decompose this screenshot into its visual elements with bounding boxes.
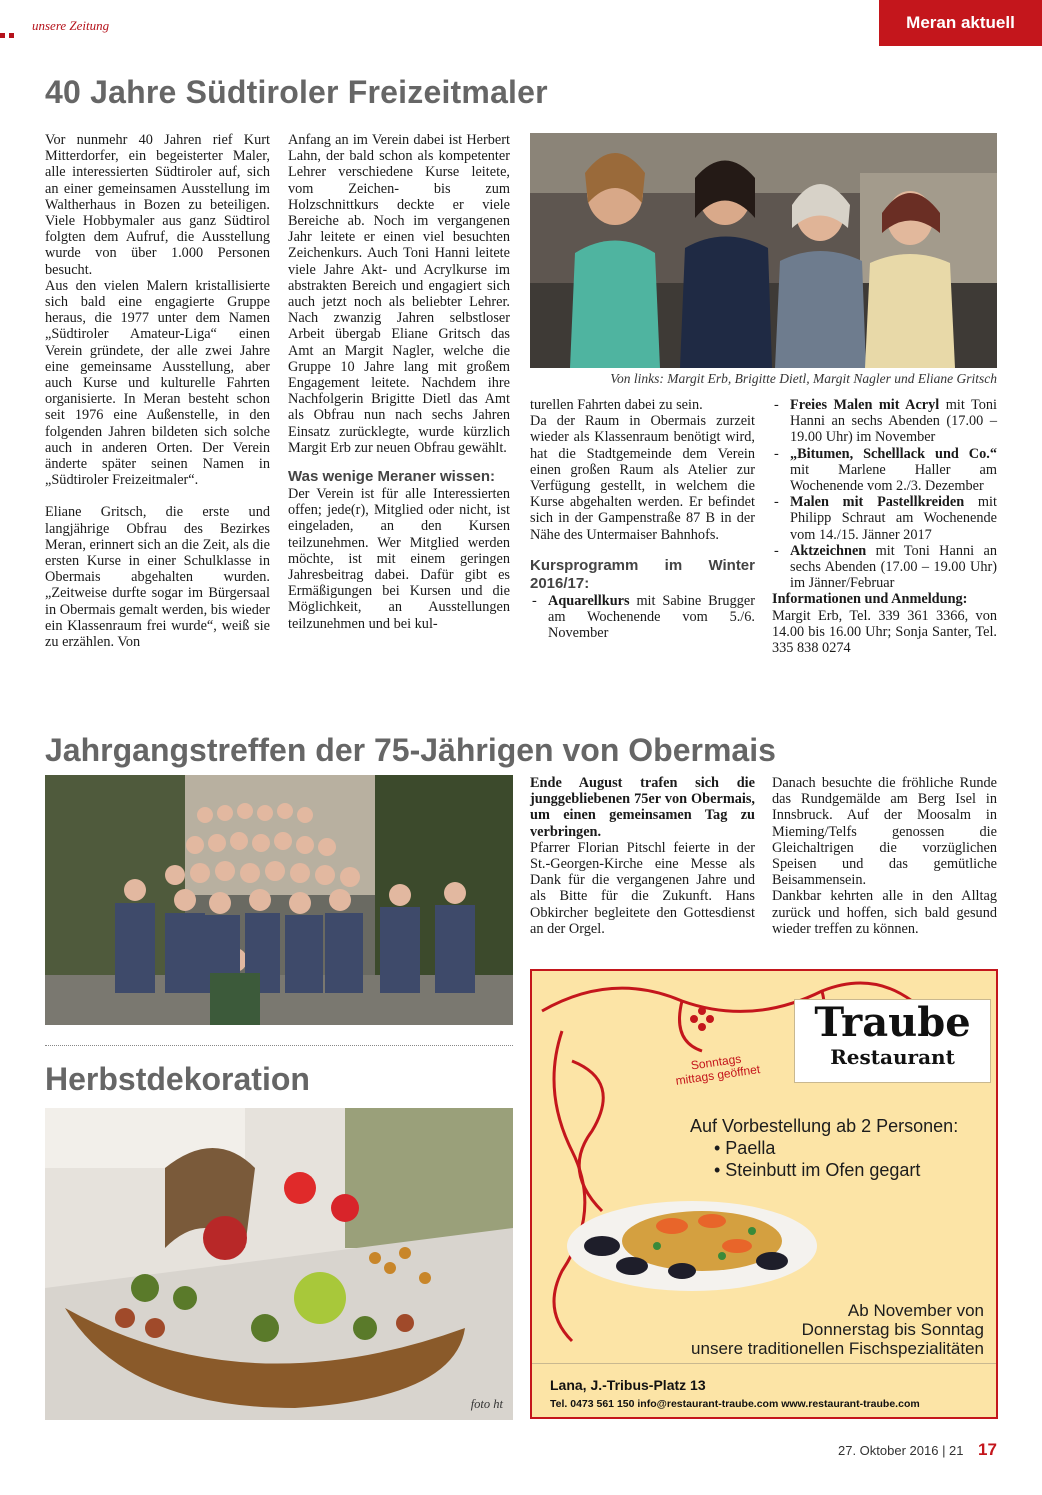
paragraph: Da der Raum in Obermais zurzeit wieder als Klassenraum benötigt wird, hat die Stadtgemeinde dem Verein einen großen Raum als Atelier zur Verfügung gestellt, in welchem die Kurse abgehalten werden. Er befindet sich in der Gampenstraße 87 B in der Nähe des Untermaiser Bahnhofs. [530,413,755,543]
course-text: mit Marlene Haller am Wochenende vom 2./3. Dezember [790,461,997,495]
article2-column-2 [772,775,997,937]
course-title: Aktzeichnen [790,542,867,559]
course-title: „Bitumen, Schelllack und Co.“ [790,445,997,462]
article1-headline: 40 Jahre Südtiroler Freizeitmaler [45,74,548,110]
paragraph: Eliane Gritsch, die erste und langjährige Obfrau des Bezirkes Meran, erinnert sich an die Zeit, als die ersten Kurse in einer Schulklasse in Obermais abgehalten wurden. „Zeitweise durfte sogar im Bürgersaal in Obermais gemalt werden, bis wieder ein Klassenraum frei wurde“, weiß sie zu erzählen. Von [45,504,270,651]
section-tab: Meran aktuell [879,0,1042,46]
women-photo-image [530,133,997,368]
course-title: Malen mit Pastellkreiden [790,494,965,511]
lead-paragraph: Ende August trafen sich die junggebliebenen 75er von Obermais, um einen gemeinsamen Tag zu verbringen. [530,775,755,840]
offer-title: Auf Vorbestellung ab 2 Personen: [690,1116,959,1136]
brand-sub: Restaurant [830,1045,955,1069]
brand-logo: Traube [814,999,971,1046]
course-text: mit Philipp Schraut am Wochenende vom 14./15. Jänner 2017 [790,494,997,543]
course-list [530,593,755,642]
group-photo-women [530,133,997,368]
article1-column-4 [772,397,997,656]
photo-credit: foto ht [470,1397,503,1411]
paragraph: Danach besuchte die fröhliche Runde das Rundgemälde am Berg Isel in Innsbruck. Auf der Moosalm in Mieming/Telfs genossen die Gleichaltrigen die vorzüglichen Speisen und das gemütliche Beisammensein. [772,775,997,889]
article2-column-1 [530,775,755,937]
article2-headline: Jahrgangstreffen der 75-Jährigen von Obermais [45,732,776,768]
promo-line: unsere traditionellen Fischspezialitäten [691,1339,984,1358]
paragraph: Vor nunmehr 40 Jahren rief Kurt Mitterdorfer, ein begeisterter Maler, alle interessierten Südtiroler auf, sich an einer gemeinsamen Ausstellung im Waltherhaus in Bozen zu beteiligen. Viele Hobbymaler aus ganz Südtirol folgten dem Aufruf, die Ausstellung wurde von über 1.000 Personen besucht. [45,132,270,278]
restaurant-advertisement [530,969,998,1419]
promo-line: Donnerstag bis Sonntag [801,1320,984,1339]
restaurant-contact: Tel. 0473 561 150 info@restaurant-traube.com www.restaurant-traube.com [550,1398,920,1410]
section-divider [45,1045,513,1046]
course-title: Aquarellkurs [548,592,630,609]
promo-line: Ab November von [847,1301,984,1320]
paragraph: turellen Fahrten dabei zu sein. [530,397,703,413]
list-item [772,543,997,592]
seafood-dish-image [562,1176,822,1296]
article1-column-3 [530,397,755,641]
masthead-marker [0,25,26,37]
paragraph: Aus den vielen Malern kristallisierte sich bald eine engagierte Gruppe heraus, die 1977 unter dem Namen „Südtiroler Amateur-Liga“ einen Verein gründete, der alle zwei Jahre eine gemeinsame Ausstellung, aber auch Kurse und kulturelle Fahrten organisierte. In Meran besteht schon seit 1976 eine Außenstelle, in den folgenden Jahren bildeten sich solche auch in anderen Orten. Der Verein änderte später seinen Namen in „Südtiroler Freizeitmaler“. [45,277,270,489]
course-text: mit Toni Hanni an sechs Abenden (17.00 – 19.00 Uhr) im Jänner/Februar [790,542,997,592]
group-photo-image [45,775,513,1025]
offer-item: • Steinbutt im Ofen gegart [714,1160,921,1180]
promo-text [691,1301,984,1358]
article1-column-2 [288,132,510,632]
subhead: Was wenige Meraner wissen: [288,468,496,486]
issue-date: 27. Oktober 2016 | 21 [838,1443,964,1458]
course-text: mit Sabine Brugger am Wochenende vom 5./6. November [548,592,755,642]
info-title: Informationen und Anmeldung: [772,591,968,608]
restaurant-address: Lana, J.-Tribus-Platz 13 [550,1377,706,1393]
list-item [772,397,997,446]
offer-item: • Paella [714,1138,776,1158]
page-number: 17 [978,1440,997,1459]
publication-name: unsere Zeitung [32,18,110,33]
group-photo-75-year-olds [45,775,513,1025]
paragraph: Pfarrer Florian Pitschl feierte in der St.-Georgen-Kirche eine Messe als Dank für die vergangenen Jahre und als Bitte für die Zukunft. Hans Obkircher begleitete den Gottesdienst an der Orgel. [530,839,755,937]
paragraph: Dankbar kehrten alle in den Alltag zurück und hoffen, sich bald gesund wieder treffen zu können. [772,888,997,937]
course-title: Freies Malen mit Acryl [790,397,940,413]
autumn-decoration-photo [45,1108,513,1420]
ad-divider [532,1363,996,1364]
article3-headline: Herbstdekoration [45,1061,310,1097]
paragraph: Anfang an im Verein dabei ist Herbert Lahn, der bald schon als kompetenter Lehrer verschiedene Kurse leitete, vom Zeichen- bis zum Holzschnittkurs deckte er viele Bereiche ab. Noch im vergangenen Jahr leitete er einen viel besuchten Zeichenkurs. Auch Toni Hanni leitete viele Jahre Akt- und Acrylkurse im abstrakten Bereich und engagiert sich auch jetzt noch als beliebter Lehrer. Nach zwanzig Jahren selbstloser Arbeit übergab Eliane Gritsch das Amt an Margit Nagler, welche die Gruppe 10 Jahre lang mit großem Engagement leitete. Nachdem ihre Nachfolgerin Brigitte Dietl das Amt als Obfrau nun nach sechs Jahren Einsatz zurücklegte, wurde kürzlich Margit Erb zur neuen Obfrau gewählt. [288,132,510,456]
sunday-note: Sonntags mittags geöffnet [674,1051,761,1088]
subhead: Kursprogramm im Winter 2016/17: [530,556,755,592]
info-text: Margit Erb, Tel. 339 361 3366, von 14.00 bis 16.00 Uhr; Sonja Santer, Tel. 335 838 0274 [772,607,997,657]
photo-caption: Von links: Margit Erb, Brigitte Dietl, Margit Nagler und Eliane Gritsch [610,371,997,386]
list-item [530,593,755,642]
autumn-photo-image [45,1108,513,1420]
list-item [772,494,997,543]
article1-column-1 [45,132,270,650]
list-item [772,446,997,495]
paragraph: Der Verein ist für alle Interessierten offen; jede(r), Mitglied oder nicht, ist eingeladen, an den Kursen teilzunehmen. Wer Mitglied werden möchte, ist mit einem geringen Jahresbeitrag dabei. Dafür gibt es Ermäßigungen bei Kursen und die Möglichkeit, an Ausstellungen teilzunehmen und bei kul- [288,486,510,632]
course-list [772,397,997,591]
course-text: mit Toni Hanni an sechs Abenden (17.00 – 19.00 Uhr) im November [790,397,997,446]
logo-panel [794,999,991,1083]
